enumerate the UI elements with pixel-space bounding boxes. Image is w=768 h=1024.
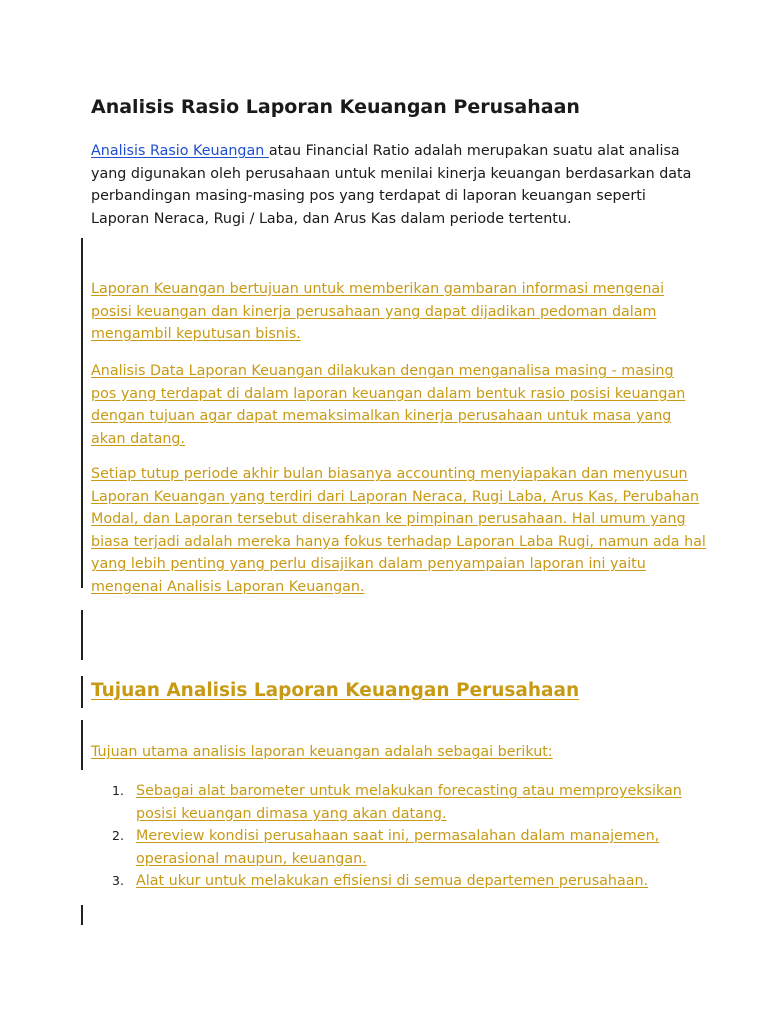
text-cursor-bar: [81, 610, 83, 660]
paragraph-3-link-line-2[interactable]: Laporan Keuangan yang terdiri dari Laporan Neraca, Rugi Laba, Arus Kas, Perubahan: [91, 488, 700, 505]
paragraph-3-link-line-4[interactable]: biasa terjadi adalah mereka hanya fokus terhadap Laporan Laba Rugi, namun ada hal: [91, 533, 706, 550]
section-lead: [91, 741, 553, 764]
linked-paragraph-1: [91, 278, 691, 346]
intro-line-1: [91, 140, 691, 163]
list-item-3-link-line-1[interactable]: Alat ukur untuk melakukan efisiensi di semua departemen perusahaan.: [136, 873, 649, 889]
text-cursor-bar: [81, 905, 83, 925]
intro-line-2: yang digunakan oleh perusahaan untuk menilai kinerja keuangan berdasarkan data: [91, 165, 692, 182]
list-item: [91, 780, 711, 825]
list-number: 2.: [112, 828, 124, 843]
linked-paragraph-3: [91, 463, 706, 598]
intro-paragraph: [91, 140, 691, 230]
text-cursor-bar: [81, 720, 83, 770]
text-cursor-bar: [81, 238, 83, 588]
goals-list: [91, 780, 711, 893]
paragraph-2-link-line-4[interactable]: akan datang.: [91, 430, 186, 447]
list-item-1-link-line-1[interactable]: Sebagai alat barometer untuk melakukan forecasting atau memproyeksikan: [136, 783, 682, 799]
list-item: [91, 870, 711, 893]
section-lead-link[interactable]: Tujuan utama analisis laporan keuangan adalah sebagai berikut:: [91, 744, 553, 760]
paragraph-3-link-line-3[interactable]: Modal, dan Laporan tersebut diserahkan ke pimpinan perusahaan. Hal umum yang: [91, 511, 686, 527]
list-number: 1.: [112, 783, 124, 798]
analisis-rasio-keuangan-link[interactable]: Analisis Rasio Keuangan: [91, 143, 269, 159]
paragraph-1-link-line-1[interactable]: Laporan Keuangan bertujuan untuk memberikan gambaran informasi mengenai: [91, 281, 665, 297]
text-cursor-bar: [81, 676, 83, 708]
list-item-2-link-line-1[interactable]: Mereview kondisi perusahaan saat ini, permasalahan dalam manajemen,: [136, 828, 660, 844]
intro-line-4: Laporan Neraca, Rugi / Laba, dan Arus Kas dalam periode tertentu.: [91, 210, 572, 227]
paragraph-1-link-line-2[interactable]: posisi keuangan dan kinerja perusahaan yang dapat dijadikan pedoman dalam: [91, 303, 657, 320]
intro-line-3: perbandingan masing-masing pos yang terdapat di laporan keuangan seperti: [91, 188, 646, 204]
paragraph-2-link-line-1[interactable]: Analisis Data Laporan Keuangan dilakukan dengan menganalisa masing - masing: [91, 363, 674, 379]
paragraph-3-link-line-1[interactable]: Setiap tutup periode akhir bulan biasanya accounting menyiapakan dan menyusun: [91, 466, 688, 482]
paragraph-2-link-line-2[interactable]: pos yang terdapat di dalam laporan keuangan dalam bentuk rasio posisi keuangan: [91, 385, 686, 402]
section-heading-tujuan[interactable]: Tujuan Analisis Laporan Keuangan Perusahaan: [91, 680, 580, 701]
page-title: Analisis Rasio Laporan Keuangan Perusahaan: [91, 96, 580, 118]
intro-line-1-text: atau Financial Ratio adalah merupakan suatu alat analisa: [268, 143, 680, 159]
linked-paragraph-2: [91, 360, 691, 450]
list-item: [91, 825, 711, 870]
list-item-1-link-line-2[interactable]: posisi keuangan dimasa yang akan datang.: [136, 805, 447, 822]
paragraph-1-link-line-3[interactable]: mengambil keputusan bisnis.: [91, 326, 301, 342]
paragraph-3-link-line-5[interactable]: yang lebih penting yang perlu disajikan dalam penyampaian laporan ini yaitu: [91, 556, 646, 572]
paragraph-3-link-line-6[interactable]: mengenai Analisis Laporan Keuangan.: [91, 578, 365, 595]
list-number: 3.: [112, 873, 124, 888]
list-item-2-link-line-2[interactable]: operasional maupun, keuangan.: [136, 850, 367, 867]
paragraph-2-link-line-3[interactable]: dengan tujuan agar dapat memaksimalkan kinerja perusahaan untuk masa yang: [91, 408, 672, 424]
